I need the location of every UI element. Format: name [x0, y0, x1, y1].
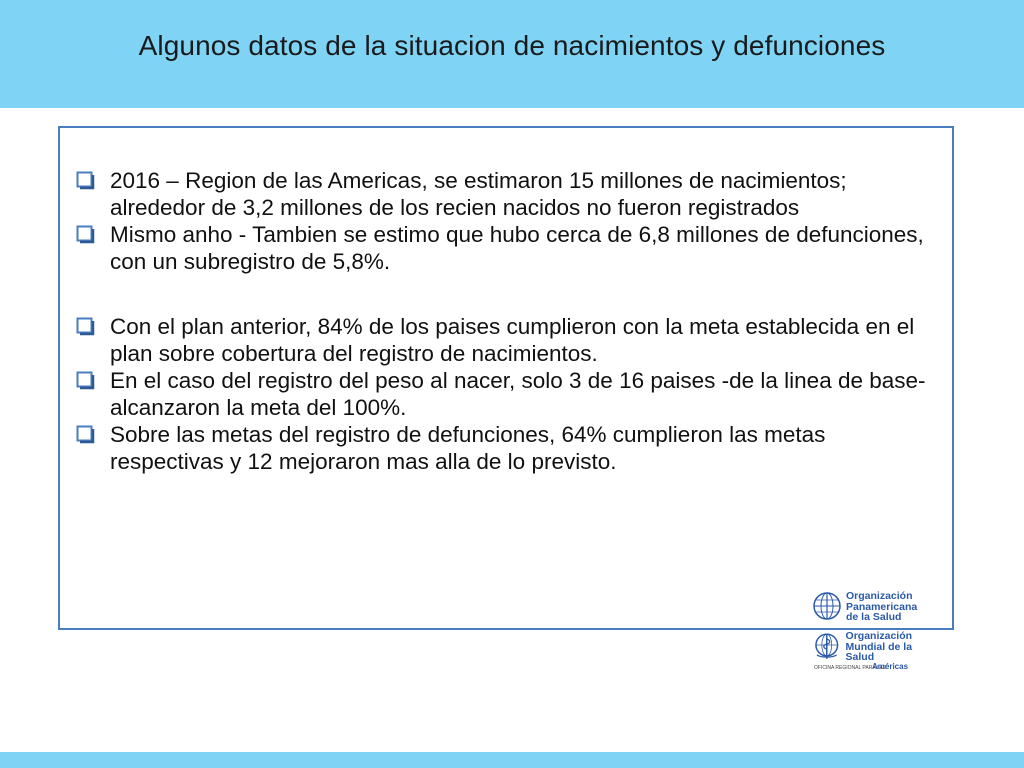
paho-logo-row — [812, 591, 917, 623]
region-label: Américas — [872, 662, 909, 671]
bullet-text: Sobre las metas del registro de defunciones, 64% cumplieron las metas respectivas y 12 mejoraron mas alla de lo previsto. — [110, 422, 826, 474]
bullet-text: Mismo anho - Tambien se estimo que hubo cerca de 6,8 millones de defunciones, con un subregistro de 5,8%. — [110, 222, 924, 274]
hollow-square-bullet-icon — [76, 371, 95, 390]
paho-who-logo — [812, 591, 942, 675]
hollow-square-bullet-icon — [76, 425, 95, 444]
bullet-text: En el caso del registro del peso al nacer, solo 3 de 16 paises -de la linea de base- alcanzaron la meta del 100%. — [110, 368, 926, 420]
bullet-list — [74, 167, 944, 475]
bullet-item — [74, 367, 944, 421]
hollow-square-bullet-icon — [76, 317, 95, 336]
bullet-item — [74, 221, 944, 275]
slide-title: Algunos datos de la situacion de nacimientos y defunciones — [138, 30, 886, 61]
who-emblem-icon — [812, 631, 842, 661]
paho-globe-emblem-icon — [812, 591, 842, 621]
bullet-item — [74, 421, 944, 475]
office-line: OFICINA REGIONAL PARA LAS — [814, 665, 887, 671]
footer-band — [0, 752, 1024, 768]
bullet-text: 2016 – Region de las Americas, se estimaron 15 millones de nacimientos; alrededor de 3,2 millones de los recien nacidos no fueron registrados — [110, 168, 847, 220]
hollow-square-bullet-icon — [76, 171, 95, 190]
bullet-text: Con el plan anterior, 84% de los paises cumplieron con la meta establecida en el plan sobre cobertura del registro de nacimientos. — [110, 314, 915, 366]
bullet-item — [74, 167, 944, 221]
hollow-square-bullet-icon — [76, 225, 95, 244]
bullet-item — [74, 313, 944, 367]
paho-name: Organización Panamericana de la Salud — [846, 590, 918, 623]
who-name: Organización Mundial de la Salud — [845, 630, 913, 663]
who-logo-row — [812, 631, 942, 663]
